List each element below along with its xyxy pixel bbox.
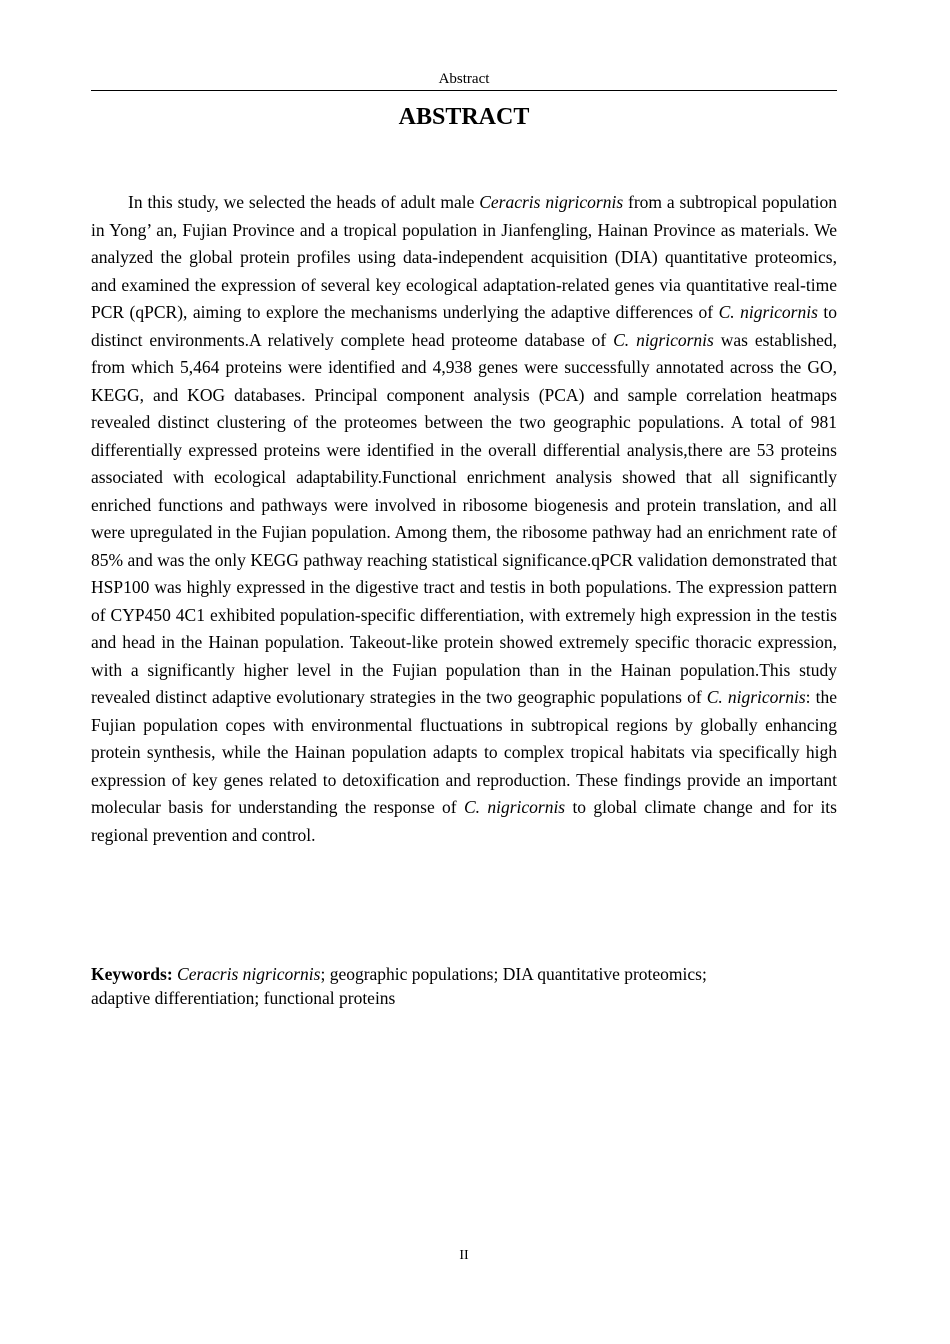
abstract-text-run: to global climate change and for its regional prevention and control. [91,797,837,845]
species-name: C. nigricornis [706,687,806,707]
species-name: C. nigricornis [463,797,566,817]
abstract-text-run: : the Fujian population copes with environmental fluctuations in subtropical regions by globally enhancing protein synthesis, while the Hainan population adapts to complex tropical habitats via specifically high expression of key genes related to detoxification and reproduction. These findings provide an important molecular basis for understanding the response of [91,687,837,817]
abstract-text-run: In this study, we selected the heads of adult male [128,192,480,212]
page-title: ABSTRACT [398,104,530,130]
keyword-species: Ceracris nigricornis [177,964,321,984]
running-header: Abstract [438,71,490,87]
page-number: II [459,1248,469,1263]
keywords-block [91,962,837,1010]
species-name: C. nigricornis [613,329,714,350]
keywords-line-2: adaptive differentiation; functional proteins [91,988,396,1008]
abstract-text-run: to distinct environments.A relatively complete head proteome database of [91,302,837,350]
header-rule [91,90,837,91]
abstract-paragraph [91,189,837,849]
species-name: Ceracris nigricornis [479,192,624,212]
keywords-list [91,964,707,1008]
abstract-text-run: was established, from which 5,464 proteins were identified and 4,938 genes were successfully annotated across the GO, KEGG, and KOG databases. Principal component analysis (PCA) and sample correlation heatmaps revealed distinct clustering of the proteomes between the two geographic populations. A total of 981 differentially expressed proteins were identified in the overall differential analysis,there are 53 proteins associated with ecological adaptability.Functional enrichment analysis showed that all significantly enriched functions and pathways were involved in ribosome biogenesis and protein translation, and all were upregulated in the Fujian population. Among them, the ribosome pathway had an enrichment rate of 85% and was the only KEGG pathway reaching statistical significance.qPCR validation demonstrated that HSP100 was highly expressed in the digestive tract and testis in both populations. The expression pattern of CYP450 4C1 exhibited population-specific differentiation, with extremely high expression in the testis and head in the Hainan population. Takeout-like protein showed extremely specific thoracic expression, with a significantly higher level in the Fujian population than in the Hainan population.This study revealed distinct adaptive evolutionary strategies in the two geographic populations of [91,329,837,707]
keywords-label: Keywords: [91,964,173,984]
keywords-line-1: ; geographic populations; DIA quantitative proteomics; [320,964,707,984]
abstract-text-run: from a subtropical population in Yong’ an, Fujian Province and a tropical population in Jianfengling, Hainan Province as materials. We analyzed the global protein profiles using data-independent acquisition (DIA) quantitative proteomics, and examined the expression of several key ecological adaptation-related genes via quantitative real-time PCR (qPCR), aiming to explore the mechanisms underlying the adaptive differences of [91,192,837,322]
species-name: C. nigricornis [718,302,818,322]
